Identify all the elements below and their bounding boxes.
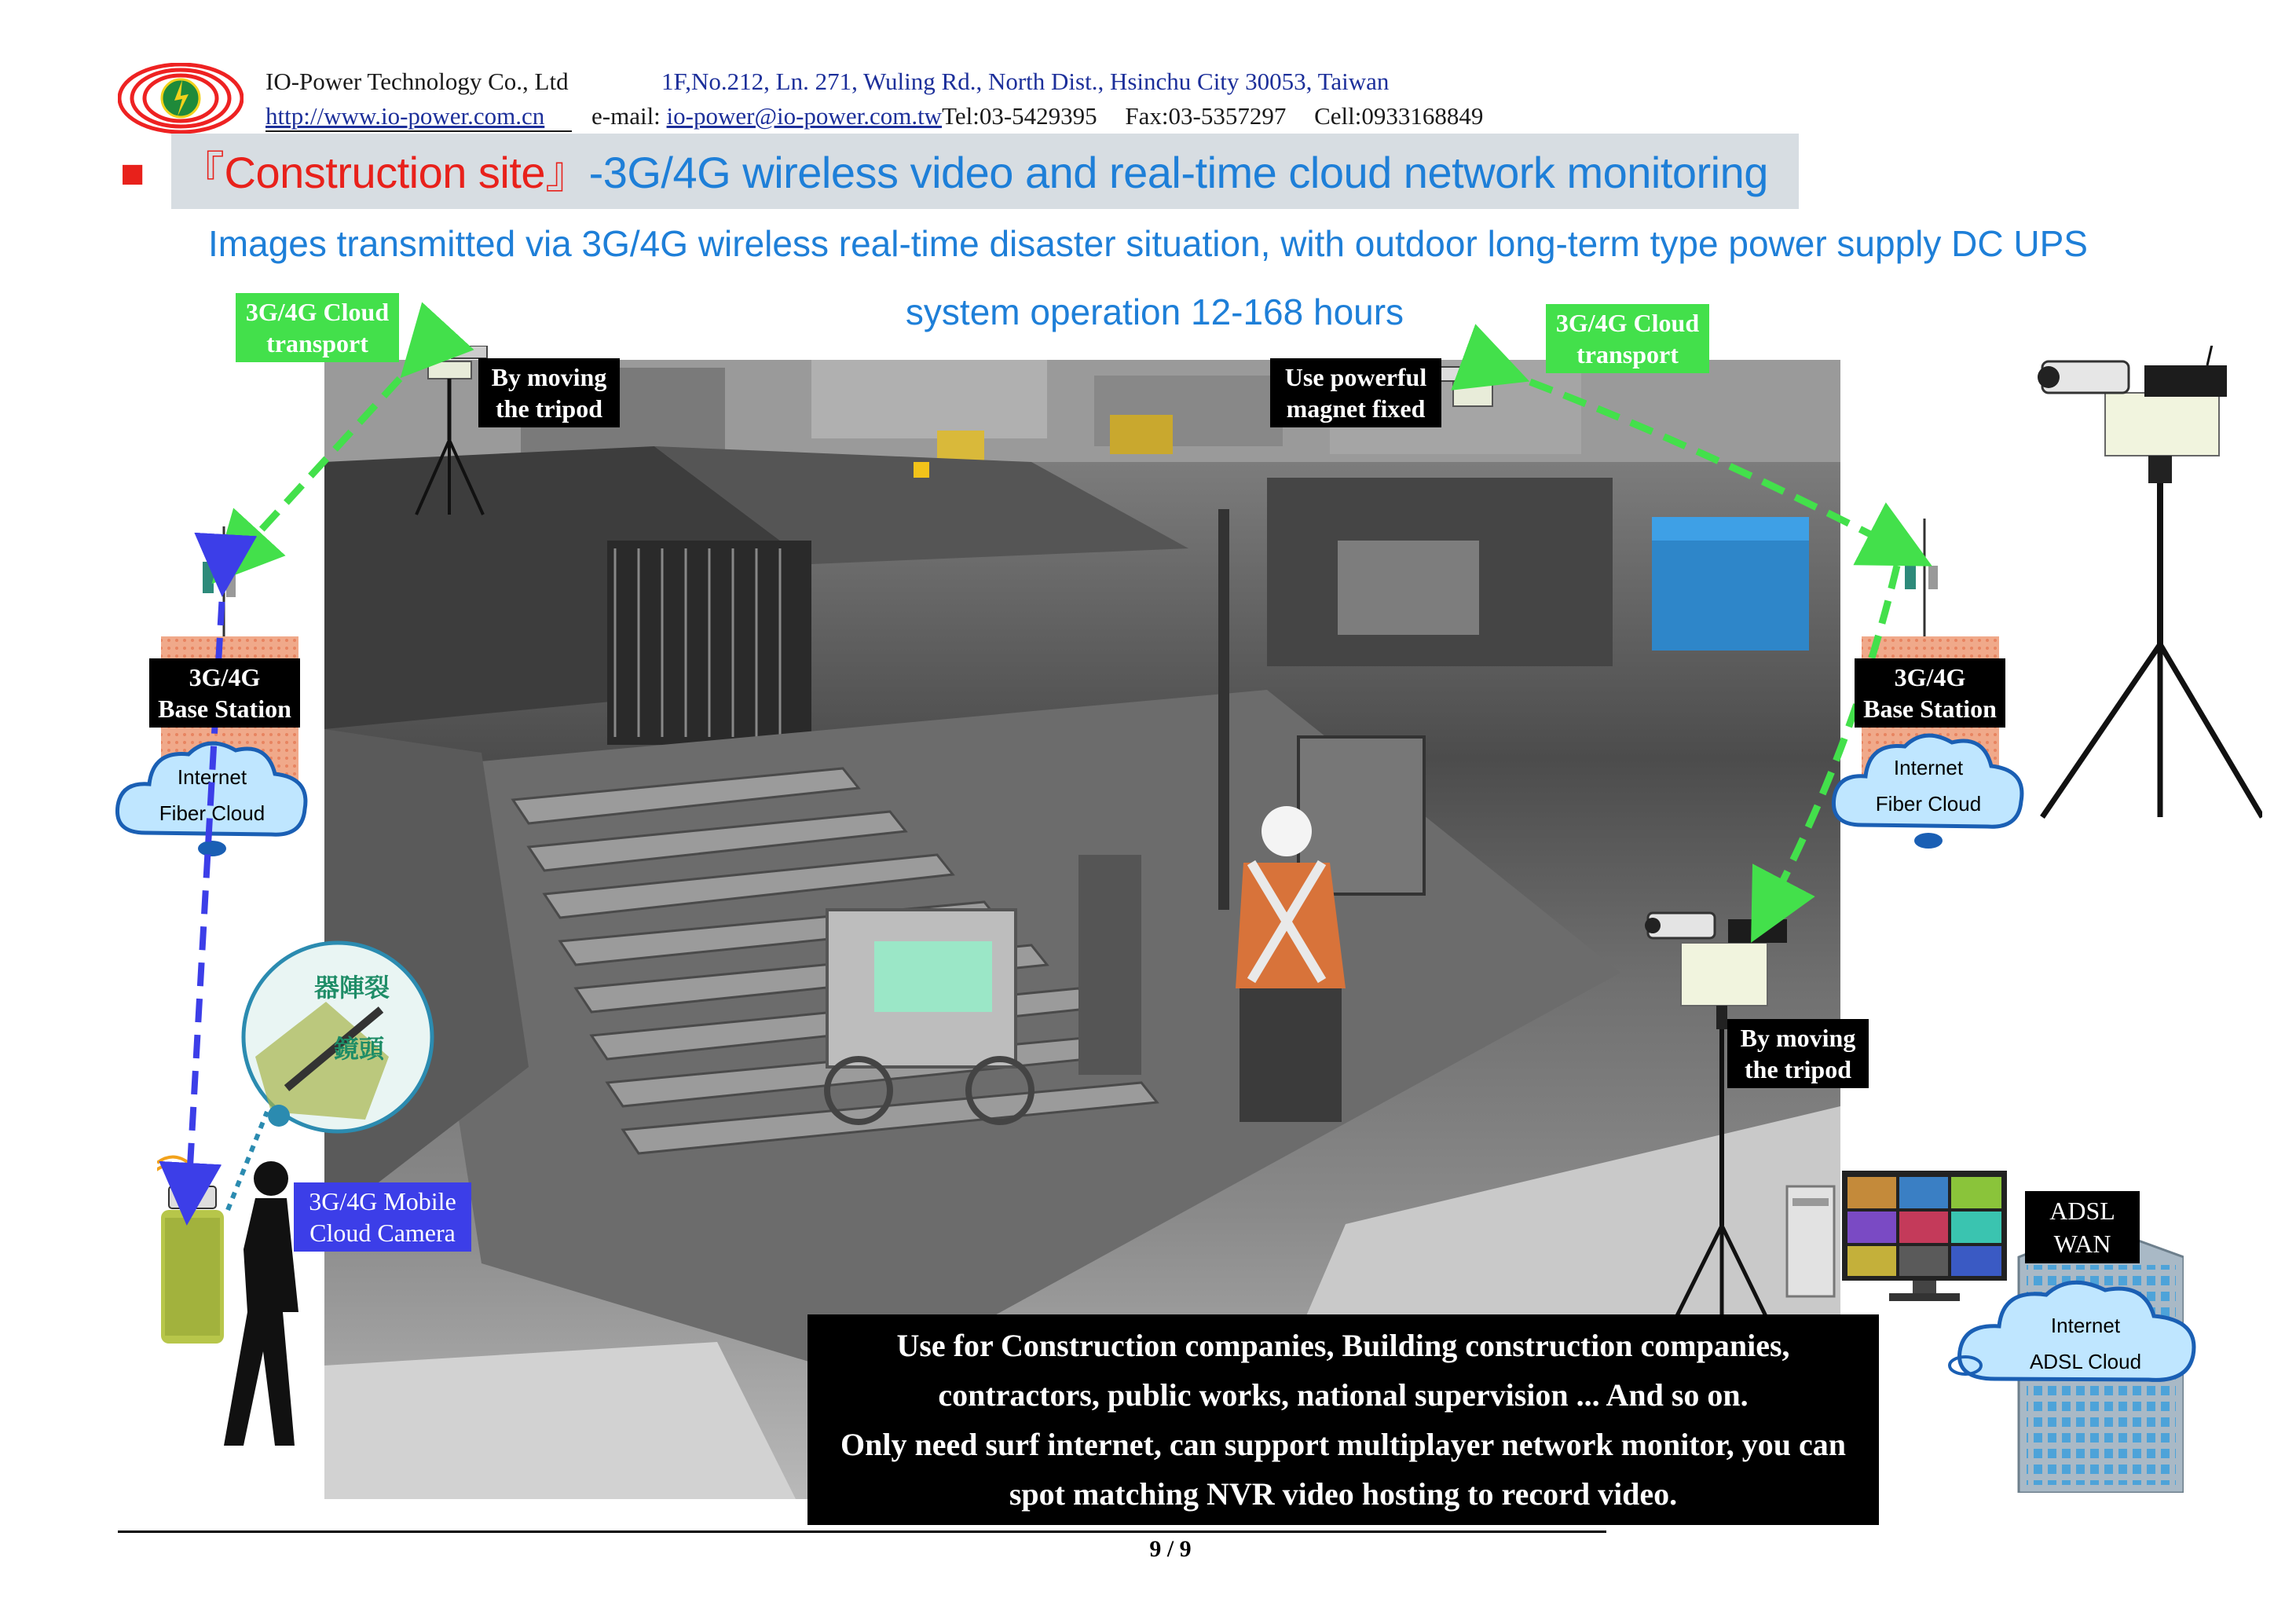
- inset-label-top: 器陣裂: [314, 973, 390, 1002]
- title-bullet: ■: [120, 152, 145, 196]
- notice-line: spot matching NVR video hosting to record video.: [1009, 1476, 1678, 1512]
- page-number: 9 / 9: [1149, 1536, 1192, 1562]
- inset-label-bottom: 鏡頭: [334, 1035, 385, 1063]
- adsl-cloud-label: Internet ADSL Cloud: [2029, 1314, 2142, 1373]
- magnet-label: Use powerful magnet fixed: [1270, 358, 1441, 427]
- company-name: IO-Power Technology Co., Ltd: [265, 68, 569, 95]
- tel-number: Tel:03-5429395: [942, 102, 1097, 130]
- company-address: 1F,No.212, Ln. 271, Wuling Rd., North Dist., Hsinchu City 30053, Taiwan: [661, 68, 1390, 95]
- email-link[interactable]: io-power@io-power.com.tw: [666, 102, 943, 130]
- base-station-right-label: 3G/4G Base Station: [1855, 658, 2005, 728]
- tripod-right-label: By moving the tripod: [1727, 1019, 1869, 1088]
- title-red-part: 『Construction site』: [181, 148, 589, 197]
- fax-number: Fax:03-5357297: [1125, 102, 1287, 130]
- website-link[interactable]: http://www.io-power.com.cn: [265, 102, 545, 130]
- cell-number: Cell:0933168849: [1314, 102, 1484, 130]
- mobile-camera-label: 3G/4G Mobile Cloud Camera: [294, 1182, 471, 1252]
- fiber-cloud-left-label: Internet Fiber Cloud: [159, 765, 265, 825]
- notice-line: contractors, public works, national supervision ... And so on.: [938, 1377, 1749, 1413]
- footer-rule: [118, 1531, 1606, 1533]
- notice-line: Use for Construction companies, Building construction companies,: [896, 1328, 1790, 1363]
- usage-notice-box: [807, 1314, 1879, 1525]
- fiber-cloud-right-label: Internet Fiber Cloud: [1875, 756, 1982, 816]
- notice-line: Only need surf internet, can support multiplayer network monitor, you can: [840, 1427, 1847, 1462]
- subtitle-line-1: Images transmitted via 3G/4G wireless real-time disaster situation, with outdoor long-term type power supply DC UPS: [208, 223, 2088, 264]
- base-station-left-label: 3G/4G Base Station: [149, 658, 300, 728]
- tripod-top-label: By moving the tripod: [478, 358, 620, 427]
- subtitle-line-2: system operation 12-168 hours: [905, 291, 1404, 332]
- title-blue-part: -3G/4G wireless video and real-time cloud network monitoring: [588, 148, 1768, 197]
- cloud-transport-right-label: 3G/4G Cloud transport: [1546, 304, 1709, 373]
- cloud-transport-left-label: 3G/4G Cloud transport: [236, 293, 399, 362]
- adsl-wan-label: ADSL WAN: [2025, 1191, 2140, 1263]
- email-label: e-mail:: [591, 102, 661, 130]
